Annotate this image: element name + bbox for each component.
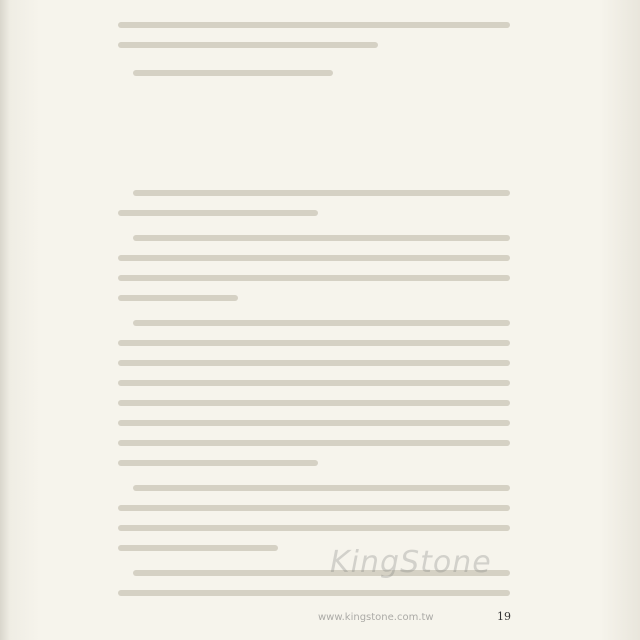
text-placeholder-line [118,460,318,466]
text-placeholder-line [133,190,510,196]
text-placeholder-line [118,420,510,426]
text-placeholder-line [118,295,238,301]
text-placeholder-line [118,525,510,531]
text-placeholder-line [133,70,333,76]
text-placeholder-line [118,340,510,346]
text-placeholder-line [118,400,510,406]
text-placeholder-line [118,590,510,596]
watermark-brand: KingStone [330,545,492,580]
text-placeholder-line [133,485,510,491]
text-placeholder-line [118,360,510,366]
text-placeholder-line [133,320,510,326]
text-placeholder-line [118,440,510,446]
page-number: 19 [497,610,511,623]
text-placeholder-line [118,42,378,48]
text-placeholder-line [118,275,510,281]
text-placeholder-line [118,210,318,216]
text-placeholder-line [133,235,510,241]
text-placeholder-line [118,380,510,386]
text-placeholder-line [118,505,510,511]
text-placeholder-line [118,255,510,261]
text-placeholder-line [118,545,278,551]
watermark-url: www.kingstone.com.tw [318,612,434,623]
text-placeholder-line [118,22,510,28]
